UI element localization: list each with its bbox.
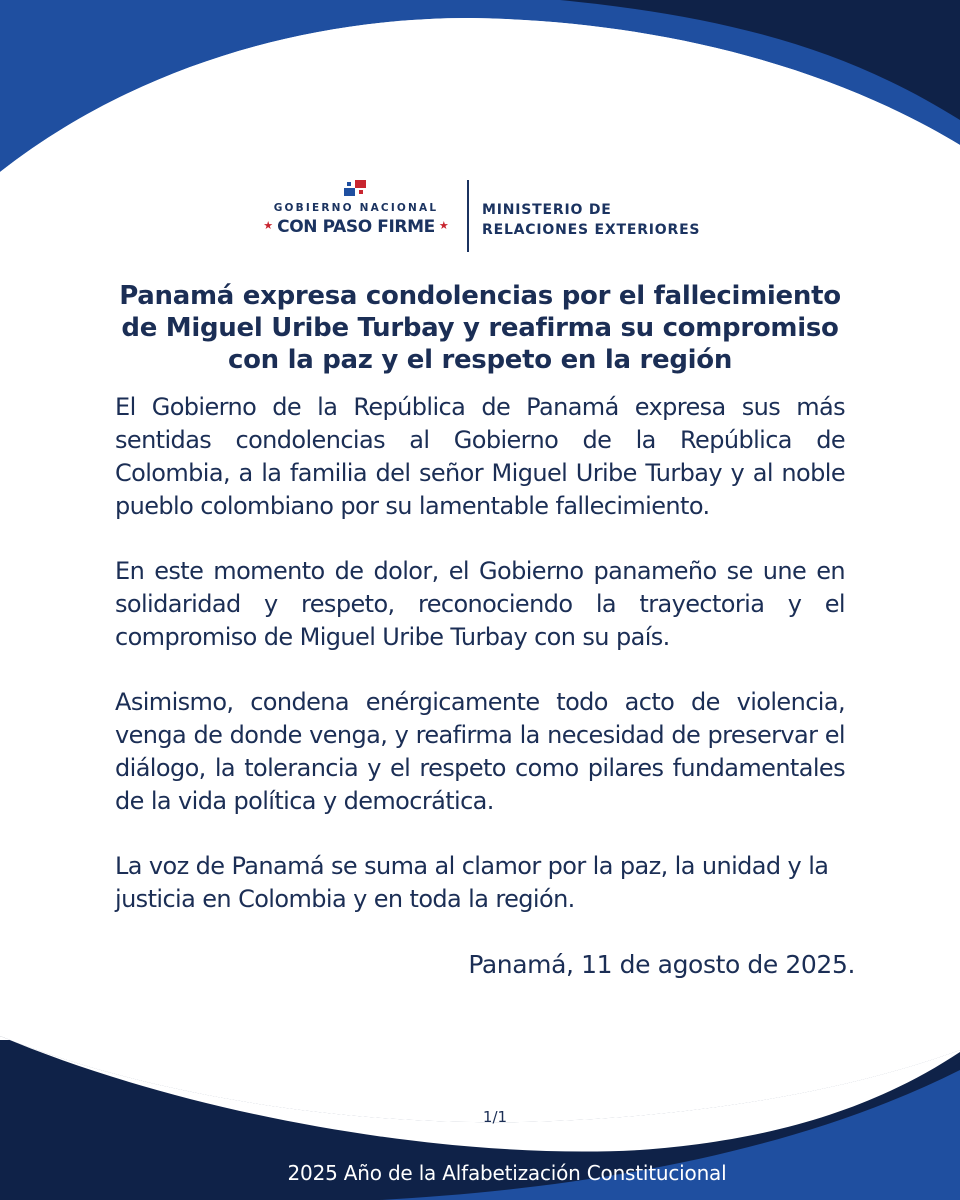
paragraph: Asimismo, condena enérgicamente todo acto de violencia, venga de donde venga, y reafirma la necesidad de preservar el diálogo, la tolerancia y el respeto como pilares fundamentales de la vida política y democrática. — [115, 688, 845, 815]
paragraph: La voz de Panamá se suma al clamor por la paz, la unidad y la justicia en Colombia y en toda la región. — [115, 852, 829, 913]
logo-divider — [467, 180, 469, 252]
paragraph: El Gobierno de la República de Panamá expresa sus más sentidas condolencias al Gobierno de la República de Colombia, a la familia del señor Miguel Uribe Turbay y al noble pueblo colombiano por su lamentable fallecimiento. — [115, 393, 845, 520]
star-icon: ★ — [438, 220, 449, 232]
gobierno-nacional-logo — [256, 178, 456, 240]
gobierno-nacional-text: GOBIERNO NACIONAL — [273, 202, 439, 214]
star-icon: ★ — [263, 220, 274, 232]
panama-flag-icon — [344, 180, 366, 196]
ministerio-line2: RELACIONES EXTERIORES — [482, 222, 701, 238]
paragraph: En este momento de dolor, el Gobierno panameño se une en solidaridad y respeto, reconociendo la trayectoria y el compromiso de Miguel Uribe Turbay con su país. — [115, 557, 845, 651]
statement-body — [115, 391, 845, 916]
ministerio-line1: MINISTERIO DE — [482, 202, 612, 218]
statement-title: Panamá expresa condolencias por el fallecimiento de Miguel Uribe Turbay y reafirma su compromiso con la paz y el respeto en la región — [119, 281, 841, 375]
page-number: 1/1 — [482, 1108, 508, 1126]
statement-date: Panamá, 11 de agosto de 2025. — [468, 950, 855, 979]
con-paso-firme-text: CON PASO FIRME — [277, 217, 435, 237]
footer-slogan: 2025 Año de la Alfabetización Constitucional — [287, 1161, 727, 1185]
header-logos — [0, 178, 960, 258]
ministerio-logo-text — [482, 200, 700, 240]
con-paso-firme-line — [256, 217, 456, 237]
